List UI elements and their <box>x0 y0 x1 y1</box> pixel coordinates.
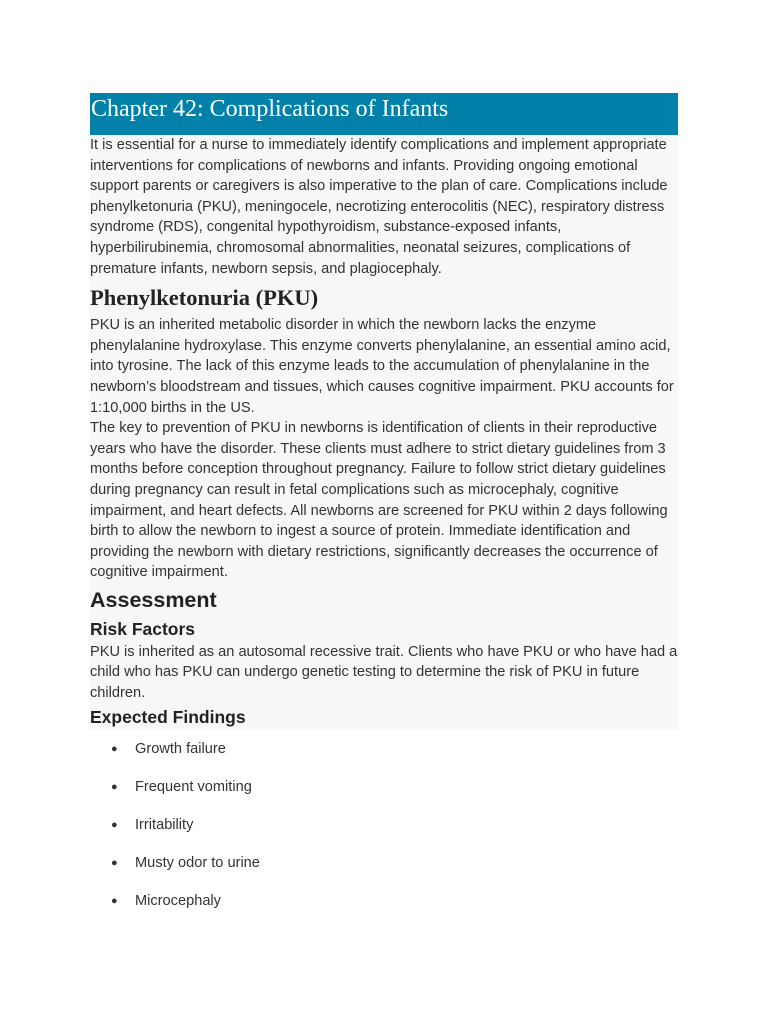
list-item <box>90 882 678 920</box>
risk-factors-heading: Risk Factors <box>90 618 196 639</box>
content-block <box>90 93 678 730</box>
pku-heading: Phenylketonuria (PKU) <box>90 285 319 311</box>
bullet-icon: ● <box>111 780 118 793</box>
chapter-title-bar <box>90 93 678 135</box>
list-item-text: Microcephaly <box>135 892 221 909</box>
list-item-text: Irritability <box>135 816 194 833</box>
pku-paragraph-1: PKU is an inherited metabolic disorder in which the newborn lacks the enzyme phenylalanine hydroxylase. This enzyme converts phenylalanine, an essential amino acid, into tyrosine. The lack of this enzyme leads to the accumulation of phenylalanine in the newborn’s bloodstream and tissues, which causes cognitive impairment. PKU accounts for 1:10,000 births in the US. <box>90 317 674 416</box>
list-item-text: Frequent vomiting <box>135 778 252 795</box>
list-item <box>90 730 678 768</box>
pku-paragraph-2: The key to prevention of PKU in newborns is identification of clients in their reproductive years who have the disorder. These clients must adhere to strict dietary guidelines from 3 months before conception throughout pregnancy. Failure to follow strict dietary guidelines during pregnancy can result in fetal complications such as microcephaly, cognitive impairment, and heart defects. All newborns are screened for PKU within 2 days following birth to allow the newborn to ingest a source of protein. Immediate identification and providing the newborn with dietary restrictions, significantly decreases the occurrence of cognitive impairment. <box>90 420 668 581</box>
bullet-icon: ● <box>111 742 118 755</box>
bullet-icon: ● <box>111 818 118 831</box>
chapter-intro-paragraph: It is essential for a nurse to immediately identify complications and implement appropriate interventions for complications of newborns and infants. Providing ongoing emotional support parents or caregivers is also imperative to the plan of care. Complications include phenylketonuria (PKU), meningocele, necrotizing enterocolitis (NEC), respiratory distress syndrome (RDS), congenital hypothyroidism, substance-exposed infants, hyperbilirubinemia, chromosomal abnormalities, neonatal seizures, complications of premature infants, newborn sepsis, and plagiocephaly. <box>90 137 668 277</box>
list-item-text: Musty odor to urine <box>135 854 260 871</box>
document-page <box>90 93 678 920</box>
assessment-heading: Assessment <box>90 587 217 612</box>
list-item <box>90 768 678 806</box>
list-item <box>90 806 678 844</box>
list-item-text: Growth failure <box>135 740 226 757</box>
list-item <box>90 844 678 882</box>
chapter-title: Chapter 42: Complications of Infants <box>91 96 449 122</box>
bullet-icon: ● <box>111 894 118 907</box>
bullet-icon: ● <box>111 856 118 869</box>
expected-findings-list <box>90 730 678 920</box>
risk-factors-paragraph: PKU is inherited as an autosomal recessive trait. Clients who have PKU or who have had a child who has PKU can undergo genetic testing to determine the risk of PKU in future children. <box>90 643 678 702</box>
expected-findings-heading: Expected Findings <box>90 706 246 727</box>
